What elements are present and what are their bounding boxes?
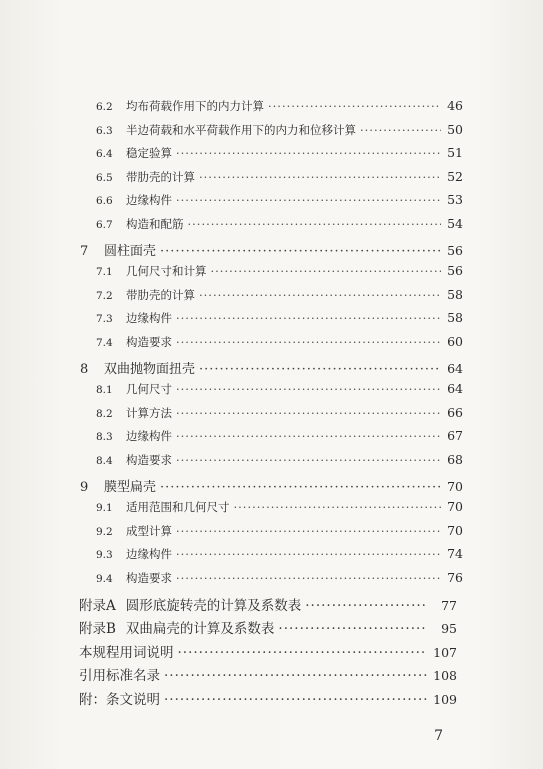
toc-entry-page: 50 bbox=[447, 121, 463, 137]
toc-entry bbox=[96, 570, 463, 586]
toc-entry-number: 9.3 bbox=[96, 549, 113, 562]
toc-leader-dots bbox=[176, 193, 441, 207]
toc-leader-dots bbox=[160, 244, 441, 259]
toc-leader-dots bbox=[160, 480, 441, 495]
toc-entry-title: 边缘构件 bbox=[126, 193, 172, 208]
toc-entry-number: 6.2 bbox=[96, 101, 113, 113]
toc-entry-page: 58 bbox=[447, 310, 463, 326]
toc-entry-title: 双曲抛物面扭壳 bbox=[104, 361, 196, 377]
toc-leader-dots bbox=[176, 406, 441, 420]
toc-entry bbox=[96, 310, 463, 326]
toc-leader-dots bbox=[305, 598, 427, 614]
toc-entry bbox=[79, 641, 457, 661]
toc-entry-number: 6.3 bbox=[96, 124, 113, 137]
toc-entry bbox=[96, 169, 463, 185]
toc-entry bbox=[80, 358, 463, 377]
toc-leader-dots bbox=[176, 453, 441, 467]
toc-entry bbox=[96, 499, 463, 515]
toc-entry bbox=[96, 381, 463, 397]
toc-leader-dots bbox=[176, 524, 441, 538]
toc-entry-page: 70 bbox=[447, 499, 463, 515]
toc-entry-page: 107 bbox=[433, 644, 457, 660]
toc-leader-dots bbox=[234, 500, 442, 514]
toc-entry-title: 引用标准名录 bbox=[79, 668, 160, 685]
toc-leader-dots bbox=[199, 170, 441, 184]
toc-entry bbox=[79, 617, 457, 637]
toc-entry-title: 圆柱面壳 bbox=[104, 243, 157, 259]
toc-entry-title: 附：条文说明 bbox=[79, 692, 160, 708]
toc-entry bbox=[96, 334, 463, 350]
toc-entry bbox=[96, 98, 463, 114]
toc-entry-page: 74 bbox=[447, 546, 463, 562]
toc-entry bbox=[96, 122, 463, 138]
toc-entry bbox=[96, 452, 463, 468]
toc-entry-page: 108 bbox=[433, 668, 457, 684]
toc-entry-title: 成型计算 bbox=[126, 523, 172, 538]
toc-entry-title: 带肋壳的计算 bbox=[126, 287, 195, 302]
toc-leader-dots bbox=[164, 692, 427, 708]
toc-entry bbox=[96, 263, 463, 279]
toc-entry-title: 适用范围和几何尺寸 bbox=[126, 500, 230, 515]
toc-entry bbox=[96, 523, 463, 539]
toc-leader-dots bbox=[211, 264, 442, 278]
toc-entry-number: 6.4 bbox=[96, 148, 113, 161]
toc-entry-page: 66 bbox=[447, 404, 463, 420]
toc-entry-number: 7.2 bbox=[96, 289, 113, 302]
toc-entry-number: 9.1 bbox=[96, 502, 113, 515]
toc-entry-title: 构造要求 bbox=[126, 571, 172, 585]
toc-entry-page: 109 bbox=[433, 692, 457, 707]
toc-entry-title: 圆形底旋转壳的计算及系数表 bbox=[125, 597, 302, 614]
toc-entry-title: 稳定验算 bbox=[126, 146, 172, 161]
toc-entry-number: 6.6 bbox=[96, 195, 113, 208]
toc-leader-dots bbox=[176, 429, 441, 443]
toc-entry-title: 半边荷载和水平荷载作用下的内力和位移计算 bbox=[126, 122, 356, 137]
toc-leader-dots bbox=[164, 668, 427, 684]
toc-entry-title: 膜型扁壳 bbox=[104, 479, 157, 495]
toc-entry-page: 46 bbox=[447, 98, 463, 113]
toc-entry-page: 64 bbox=[447, 360, 463, 376]
toc-entry-page: 70 bbox=[447, 522, 463, 538]
toc-entry-number: 9 bbox=[80, 479, 89, 495]
toc-entry-title: 构造和配筋 bbox=[126, 217, 184, 231]
toc-entry-page: 95 bbox=[441, 621, 457, 637]
toc-leader-dots bbox=[178, 645, 428, 661]
toc-entry-title: 几何尺寸和计算 bbox=[126, 264, 207, 279]
toc-entry-number: 6.7 bbox=[96, 219, 113, 231]
toc-entry-title: 几何尺寸 bbox=[126, 382, 172, 397]
toc-entry-title: 双曲扁壳的计算及系数表 bbox=[125, 621, 275, 638]
toc-entry-page: 77 bbox=[441, 597, 457, 613]
toc-leader-dots bbox=[176, 571, 441, 585]
toc-entry bbox=[96, 546, 463, 562]
toc-entry-number: 7 bbox=[80, 243, 89, 259]
toc-entry-number: 6.5 bbox=[96, 171, 113, 184]
toc-entry bbox=[80, 476, 463, 495]
toc-entry-page: 54 bbox=[447, 216, 463, 231]
toc-leader-dots bbox=[176, 335, 441, 349]
toc-entry-title: 边缘构件 bbox=[126, 311, 172, 326]
toc-entry-title: 边缘构件 bbox=[126, 547, 172, 562]
toc-entry-number: 9.2 bbox=[96, 525, 113, 538]
toc-entry bbox=[96, 428, 463, 444]
toc-entry-title: 边缘构件 bbox=[126, 429, 172, 444]
toc-entry bbox=[79, 688, 457, 708]
toc-leader-dots bbox=[268, 99, 441, 113]
toc-entry-page: 64 bbox=[447, 381, 463, 397]
toc-entry bbox=[79, 664, 457, 684]
toc-entry-number: 7.4 bbox=[96, 337, 113, 349]
toc-entry-page: 58 bbox=[447, 286, 463, 302]
toc-entry-title: 构造要求 bbox=[126, 335, 172, 349]
toc-entry bbox=[96, 216, 463, 232]
toc-entry-number: 7.1 bbox=[96, 266, 113, 279]
toc-entry-page: 56 bbox=[447, 242, 463, 258]
toc-entry-number: 8 bbox=[80, 361, 89, 377]
toc-entry-page: 68 bbox=[447, 452, 463, 467]
toc-entry bbox=[96, 192, 463, 208]
toc-leader-dots bbox=[199, 288, 441, 302]
toc-entry bbox=[96, 145, 463, 161]
toc-entry-number: 8.2 bbox=[96, 407, 113, 420]
toc-leader-dots bbox=[360, 123, 441, 137]
toc-entry-page: 76 bbox=[447, 570, 463, 585]
toc-leader-dots bbox=[176, 311, 441, 325]
toc-entry-number: 附录A bbox=[79, 597, 116, 614]
toc-entry-number: 8.3 bbox=[96, 431, 113, 444]
toc-leader-dots bbox=[199, 362, 441, 377]
toc-entry-title: 构造要求 bbox=[126, 453, 172, 467]
toc-leader-dots bbox=[176, 146, 441, 160]
toc-entry-number: 9.4 bbox=[96, 573, 113, 585]
toc-entry-title: 本规程用词说明 bbox=[79, 644, 174, 661]
toc-entry-number: 附录B bbox=[79, 621, 116, 638]
page-number: 7 bbox=[434, 728, 443, 744]
toc-entry bbox=[80, 240, 463, 259]
toc-entry-number: 8.1 bbox=[96, 384, 113, 397]
toc-leader-dots bbox=[278, 621, 427, 637]
toc-entry-number: 8.4 bbox=[96, 455, 113, 467]
toc-entry-page: 67 bbox=[447, 428, 463, 444]
toc-entry-page: 70 bbox=[447, 478, 463, 494]
toc-entry-title: 计算方法 bbox=[126, 405, 172, 420]
toc-entry-page: 53 bbox=[447, 192, 463, 208]
toc-entry-page: 60 bbox=[447, 334, 463, 349]
toc-entry bbox=[96, 405, 463, 421]
toc-entry-page: 56 bbox=[447, 263, 463, 279]
toc-entry bbox=[96, 287, 463, 303]
toc-entry-page: 52 bbox=[447, 168, 463, 184]
toc-entry-title: 带肋壳的计算 bbox=[126, 169, 195, 184]
toc-leader-dots bbox=[188, 217, 442, 231]
toc-entry-number: 7.3 bbox=[96, 313, 113, 326]
toc-leader-dots bbox=[176, 547, 441, 561]
toc-entry bbox=[79, 594, 457, 614]
toc-entry-title: 均布荷载作用下的内力计算 bbox=[126, 99, 264, 113]
toc-entry-page: 51 bbox=[447, 145, 463, 161]
toc-leader-dots bbox=[176, 382, 441, 396]
